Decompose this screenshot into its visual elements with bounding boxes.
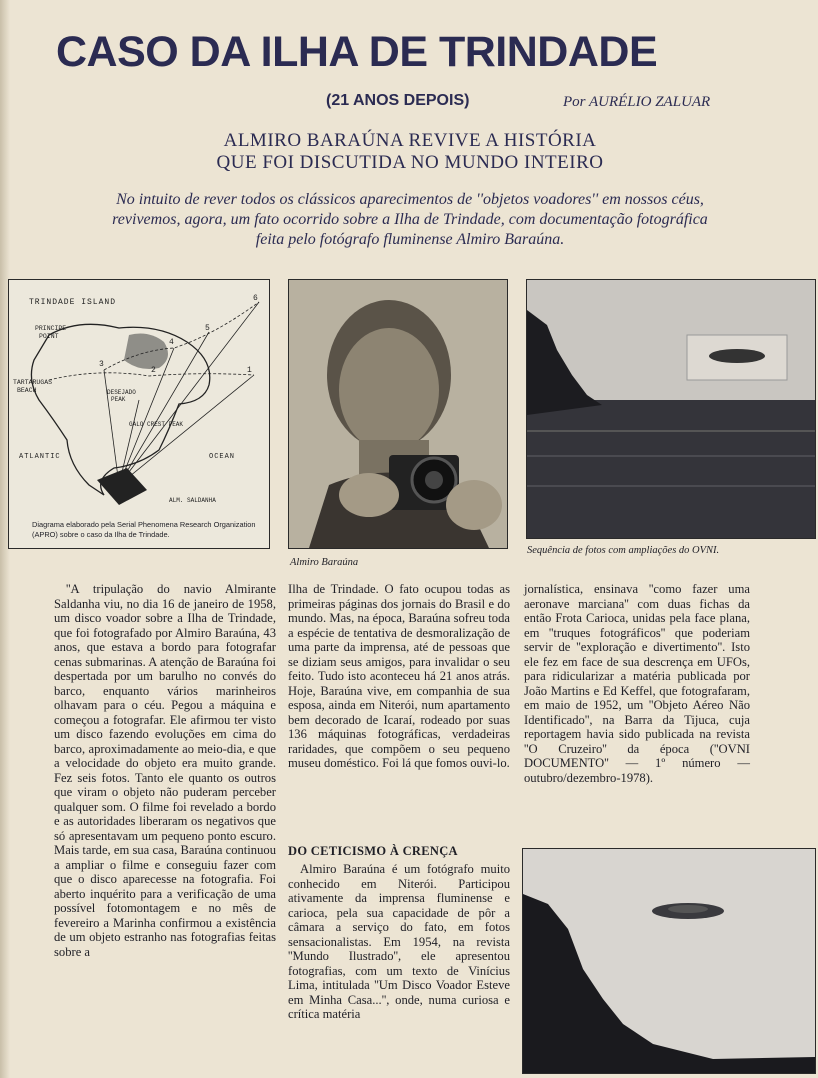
ufo-photo-1-image — [527, 280, 815, 538]
label-point: POINT — [39, 333, 59, 340]
diagram-caption: Diagrama elaborado pela Serial Phenomena Research Organization (APRO) sobre o caso da Ilha de Trindade. — [32, 520, 256, 539]
label-principe: PRINCIPE — [35, 325, 67, 332]
headline-line-2: QUE FOI DISCUTIDA NO MUNDO INTEIRO — [216, 152, 604, 173]
portrait-image — [289, 280, 507, 548]
point-6: 6 — [253, 294, 258, 303]
lead-line-1: No intuito de rever todos os clássicos aparecimentos de ''objetos voadores'' em nossos céus, — [116, 191, 704, 208]
point-4: 4 — [169, 338, 174, 347]
label-peak: PEAK — [111, 396, 126, 403]
article-subtitle: (21 ANOS DEPOIS) — [326, 92, 470, 109]
label-beach: BEACH — [17, 387, 37, 394]
author-byline: Por AURÉLIO ZALUAR — [563, 94, 711, 110]
label-desejado: DESEJADO — [107, 389, 136, 396]
label-ship: ALM. SALDANHA — [169, 497, 216, 504]
body-column-2-top: Ilha de Trindade. O fato ocupou todas as primeiras páginas dos jornais do Brasil e do mundo. Mas, na época, Baraúna sofreu toda a espécie de tentativa de desmoralização de uma parte da imprensa, até de pessoas que se diziam seus amigos, para invalidar o seu feito. Tudo isto aconteceu há 21 anos atrás. Hoje, Baraúna vive, em companhia de sua esposa, ainda em Niterói, num apartamento bem decorado de Icaraí, rodeado por suas 136 máquinas fotográficas, verdadeiras raridades, que compõem o seu pequeno museu doméstico. Foi lá que fomos ouvi-lo. — [288, 582, 510, 770]
portrait-photo — [288, 279, 508, 549]
ufo-photo-1 — [526, 279, 816, 539]
body-column-3: jornalística, ensinava ''como fazer uma aeronave marciana'' com duas fichas da então Frota Carioca, unidas pela face plana, em ''truques fotográficos'' que poderiam servir de ''exploração e divertimento''. Isto ele fez em face de sua descrença em UFOs, para ridicularizar a matéria publicada por João Martins e Ed Keffel, que fotografaram, em maio de 1952, um ''Objeto Aéreo Não Identificado'', na Barra da Tijuca, cuja reportagem havia sido publicada na revista ''O Cruzeiro'' da época (''OVNI DOCUMENTO'' — 1º número — outubro/dezembro-1978). — [524, 582, 750, 785]
point-1: 1 — [247, 366, 252, 375]
lead-line-3: feita pelo fotógrafo fluminense Almiro Baraúna. — [255, 231, 565, 248]
ufo-photo-2-image — [523, 849, 815, 1073]
lead-line-2: revivemos, agora, um fato ocorrido sobre a Ilha de Trindade, com documentação fotográfica — [112, 211, 708, 228]
island-diagram-figure — [8, 279, 270, 549]
point-3: 3 — [99, 360, 104, 369]
label-ocean: OCEAN — [209, 453, 236, 461]
ufo-photo-2 — [522, 848, 816, 1074]
lead-paragraph — [40, 190, 780, 250]
section-heading: DO CETICISMO À CRENÇA — [288, 844, 458, 858]
article-title: CASO DA ILHA DE TRINDADE — [56, 28, 658, 76]
map-title: TRINDADE ISLAND — [29, 298, 117, 307]
body-column-1: ''A tripulação do navio Almirante Saldanha viu, no dia 16 de janeiro de 1958, um disco voador sobre a Ilha de Trindade, que foi fotografado por Almiro Baraúna, 43 anos, que estava a bordo para fotografar cenas submarinas. A atenção de Baraúna foi despertada por um barulho no convés do barco, enquanto vários marinheiros olhavam para o céu. Pegou a máquina e começou a fotografar. Ele afirmou ter visto um disco fazendo evoluções em cima do barco, aproximadamente ao meio-dia, e que a velocidade do objeto era muito grande. Fez seis fotos. Tanto ele quanto os outros que viram o objeto não puderam perceber qualquer som. O filme foi revelado a bordo e as autoridades liberaram os negativos que só apresentavam um pequeno ponto escuro. Mais tarde, em sua casa, Baraúna continuou a ampliar o filme e conseguiu fazer com que o disco aparecesse na fotografia. Foi aberto inquérito para a verificação de uma possível fotomontagem e no mês de fevereiro a Marinha confirmou a existência de um objeto estranho nas fotografias feitas sobre a — [54, 582, 276, 959]
point-2: 2 — [151, 366, 156, 375]
headline-line-1: ALMIRO BARAÚNA REVIVE A HISTÓRIA — [223, 130, 597, 151]
point-5: 5 — [205, 324, 210, 333]
headline — [150, 130, 670, 174]
body-column-2-bottom: Almiro Baraúna é um fotógrafo muito conhecido em Niterói. Participou ativamente da imprensa fluminense e carioca, pela sua capacidade de pôr a câmara a serviço do fato, em fotos sensacionalistas. Em 1954, na revista ''Mundo Ilustrado'', ele apresentou fotografias, com um texto de Vinícius Lima, intitulada ''Um Disco Voador Esteve em Minha Casa...'', onde, numa curiosa e crítica matéria — [288, 862, 510, 1021]
label-tartarugas: TARTARUGAS — [13, 379, 53, 386]
portrait-caption: Almiro Baraúna — [290, 557, 359, 568]
label-galo: GALO CREST PEAK — [129, 421, 184, 428]
label-atlantic: ATLANTIC — [19, 453, 61, 461]
island-diagram — [9, 280, 269, 548]
photos-caption: Sequência de fotos com ampliações do OVNI. — [527, 545, 720, 556]
